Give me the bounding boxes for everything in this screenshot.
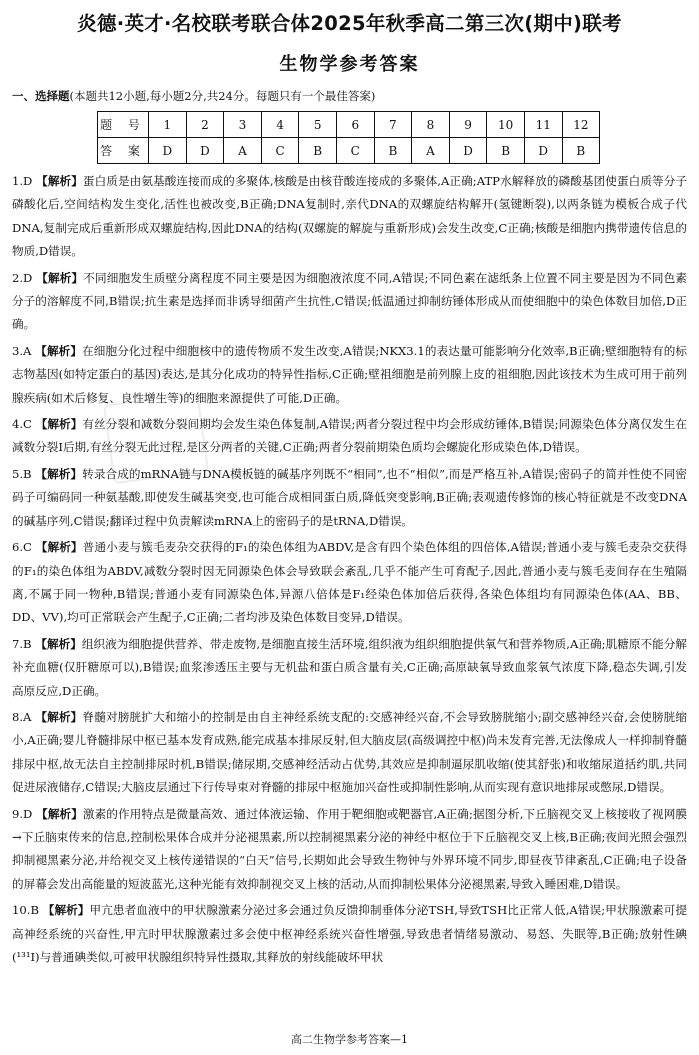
answer-cell: C (261, 138, 299, 164)
item-body: 甲亢患者血液中的甲状腺激素分泌过多会通过负反馈抑制垂体分泌TSH,导致TSH比正常人低,A错误;甲状腺激素可提高神经系统的兴奋性,甲亢时甲状腺激素过多会使中枢神经系统兴奋性增强,导致患者情绪易激动、易怒、失眠等,B正确;放射性碘(¹³¹I)与普通碘类似,可被甲状腺组织特异性摄取,其释放的射线能破坏甲状 (12, 903, 687, 964)
item-number: 5.B (12, 466, 36, 481)
explanation-item (12, 803, 687, 897)
explanation-item (12, 170, 687, 264)
item-body: 蛋白质是由氨基酸连接而成的多聚体,核酸是由核苷酸连接成的多聚体,A正确;ATP水解释放的磷酸基团使蛋白质等分子磷酸化后,空间结构发生变化,活性也被改变,B正确;DNA复制时,亲代DNA的双螺旋结构解开(氢键断裂),以两条链为模板合成子代DNA,复制完成后重新形成双螺旋结构,因此DNA的结构(双螺旋的解旋与重新形成)会发生改变,C正确;核酸是细胞内携带遗传信息的物质,D错误。 (12, 174, 687, 259)
answer-cell: D (449, 138, 487, 164)
explanation-item (12, 463, 687, 533)
question-number: 10 (487, 112, 525, 138)
question-number: 5 (299, 112, 337, 138)
item-number: 10.B (12, 903, 43, 918)
analysis-tag: 【解析】 (36, 270, 84, 285)
section-heading-note: (本题共12小题,每小题2分,共24分。每题只有一个最佳答案) (69, 89, 376, 103)
question-number: 3 (224, 112, 262, 138)
answer-cell: C (336, 138, 374, 164)
analysis-tag: 【解析】 (35, 417, 83, 432)
item-number: 8.A (12, 709, 36, 724)
question-number: 6 (336, 112, 374, 138)
analysis-tag: 【解析】 (42, 903, 90, 918)
question-number: 9 (449, 112, 487, 138)
answer-cell: A (412, 138, 450, 164)
explanation-item (12, 899, 687, 969)
document-subtitle: 生物学参考答案 (279, 54, 420, 75)
item-body: 在细胞分化过程中细胞核中的遗传物质不发生改变,A错误;NKX3.1的表达量可能影响分化效率,B正确;壁细胞特有的标志物基因(如特定蛋白的基因)表达,是其分化成功的特异性指标,C正确;壁祖细胞是前列腺上皮的祖细胞,因此该技术为生成可用于前列腺疾病(如术后修复、良性增生等)的细胞来源提供了可能,D正确。 (12, 343, 687, 405)
item-body: 激素的作用特点是微量高效、通过体液运输、作用于靶细胞或靶器官,A正确;据图分析,下丘脑视交叉上核接收了视网膜→下丘脑束传来的信息,控制松果体合成并分泌褪黑素,所以控制褪黑素分泌的神经中枢位于下丘脑视交叉上核,B正确;夜间光照会强烈抑制褪黑素分泌,并给视交叉上核传递错误的“白天”信号,长期如此会导致生物钟与外界环境不同步,即昼夜节律紊乱,C正确;电子设备的屏幕会发出高能量的短波蓝光,这种光能有效抑制视交叉上核的活动,从而抑制松果体分泌褪黑素,导致入睡困难,D错误。 (12, 806, 687, 891)
answer-cell: D (186, 138, 224, 164)
answer-cell: B (487, 138, 525, 164)
analysis-tag: 【解析】 (35, 343, 83, 358)
answer-cell: A (224, 138, 262, 164)
analysis-tag: 【解析】 (35, 466, 83, 481)
item-body: 不同细胞发生质壁分离程度不同主要是因为细胞液浓度不同,A错误;不同色素在滤纸条上位置不同主要是因为不同色素分子的溶解度不同,B错误;抗生素是选择而非诱导细菌产生抗性,C错误;低温通过抑制纺锤体形成从而使细胞中的染色体数目加倍,D正确。 (12, 270, 687, 332)
answer-cell: B (299, 138, 337, 164)
analysis-tag: 【解析】 (35, 540, 83, 555)
item-body: 有丝分裂和减数分裂间期均会发生染色体复制,A错误;两者分裂过程中均会形成纺锤体,B错误;同源染色体分离仅发生在减数分裂Ⅰ后期,有丝分裂无此过程,是区分两者的关键,C正确;两者分裂前期染色质均会螺旋化形成染色体,D错误。 (12, 417, 687, 455)
answer-table-answer-row (98, 138, 600, 164)
item-number: 4.C (12, 417, 36, 432)
item-body: 普通小麦与簇毛麦杂交获得的F₁的染色体组为ABDV,是含有四个染色体组的四倍体,A错误;普通小麦与簇毛麦杂交获得的F₁的染色体组为ABDV,减数分裂时因无同源染色体会导致联会紊乱,几乎不能产生可育配子,因此,普通小麦与簇毛麦间存在生殖隔离,不属于同一物种,B错误;普通小麦有同源染色体,异源八倍体是F₁经染色体加倍后获得,各染色体组均有同源染色体(AA、BB、DD、VV),均可正常联会产生配子,C正确;二者均涉及染色体数目变异,D错误。 (12, 540, 687, 625)
answer-cell: D (524, 138, 562, 164)
explanation-item (12, 633, 687, 703)
item-number: 6.C (12, 540, 36, 555)
explanation-item (12, 706, 687, 800)
item-number: 9.D (12, 806, 37, 821)
answer-cell: B (562, 138, 600, 164)
row-label-answer: 答 案 (98, 138, 149, 164)
explanation-item (12, 536, 687, 630)
explanation-item (12, 340, 687, 410)
explanation-item (12, 413, 687, 460)
question-number: 12 (562, 112, 600, 138)
analysis-tag: 【解析】 (36, 174, 83, 188)
answer-cell: B (374, 138, 412, 164)
explanation-list (12, 170, 687, 972)
item-number: 1.D (12, 174, 37, 188)
question-number: 4 (261, 112, 299, 138)
answer-table-number-row (98, 112, 600, 138)
question-number: 11 (524, 112, 562, 138)
question-number: 1 (149, 112, 187, 138)
answer-table (97, 111, 600, 164)
row-label-number: 题 号 (98, 112, 149, 138)
item-body: 组织液为细胞提供营养、带走废物,是细胞直接生活环境,组织液为组织细胞提供氧气和营养物质,A正确;肌糖原不能分解补充血糖(仅肝糖原可以),B错误;血浆渗透压主要与无机盐和蛋白质含量有关,C正确;高原缺氧导致血浆氧气浓度下降,稳态失调,引发高原反应,D正确。 (12, 636, 687, 698)
section-heading-label: 一、选择题 (12, 89, 70, 103)
page-footer: 高二生物学参考答案—1 (291, 1033, 408, 1046)
answer-cell: D (149, 138, 187, 164)
question-number: 2 (186, 112, 224, 138)
item-number: 7.B (12, 636, 36, 651)
explanation-item (12, 267, 687, 337)
item-body: 脊髓对膀胱扩大和缩小的控制是由自主神经系统支配的:交感神经兴奋,不会导致膀胱缩小;副交感神经兴奋,会使膀胱缩小,A正确;婴儿脊髓排尿中枢已基本发育成熟,能完成基本排尿反射,但大脑皮层(高级调控中枢)尚未发育完善,无法像成人一样抑制脊髓排尿中枢,故无法自主控制排尿时机,B错误;储尿期,交感神经活动占优势,其效应是抑制逼尿肌收缩(使其舒张)和收缩尿道括约肌,共同促进尿液储存,C错误;大脑皮层通过下行传导束对脊髓的排尿中枢施加兴奋性或抑制性影响,从而实现有意识地排尿或憋尿,D错误。 (12, 709, 687, 795)
document-title: 炎德·英才·名校联考联合体2025年秋季高二第三次(期中)联考 (77, 12, 622, 35)
item-number: 3.A (12, 343, 36, 358)
question-number: 7 (374, 112, 412, 138)
item-number: 2.D (12, 270, 37, 285)
analysis-tag: 【解析】 (35, 636, 82, 651)
analysis-tag: 【解析】 (35, 709, 83, 724)
analysis-tag: 【解析】 (36, 806, 83, 821)
item-body: 转录合成的mRNA链与DNA模板链的碱基序列既不“相同”,也不“相似”,而是严格互补,A错误;密码子的简并性使不同密码子可编码同一种氨基酸,即使发生碱基突变,也可能合成相同蛋白质,降低突变影响,B正确;表观遗传修饰的核心特征就是不改变DNA的碱基序列,C错误;翻译过程中负责解读mRNA上的密码子的是tRNA,D错误。 (12, 466, 687, 528)
question-number: 8 (412, 112, 450, 138)
section-heading (12, 88, 375, 104)
